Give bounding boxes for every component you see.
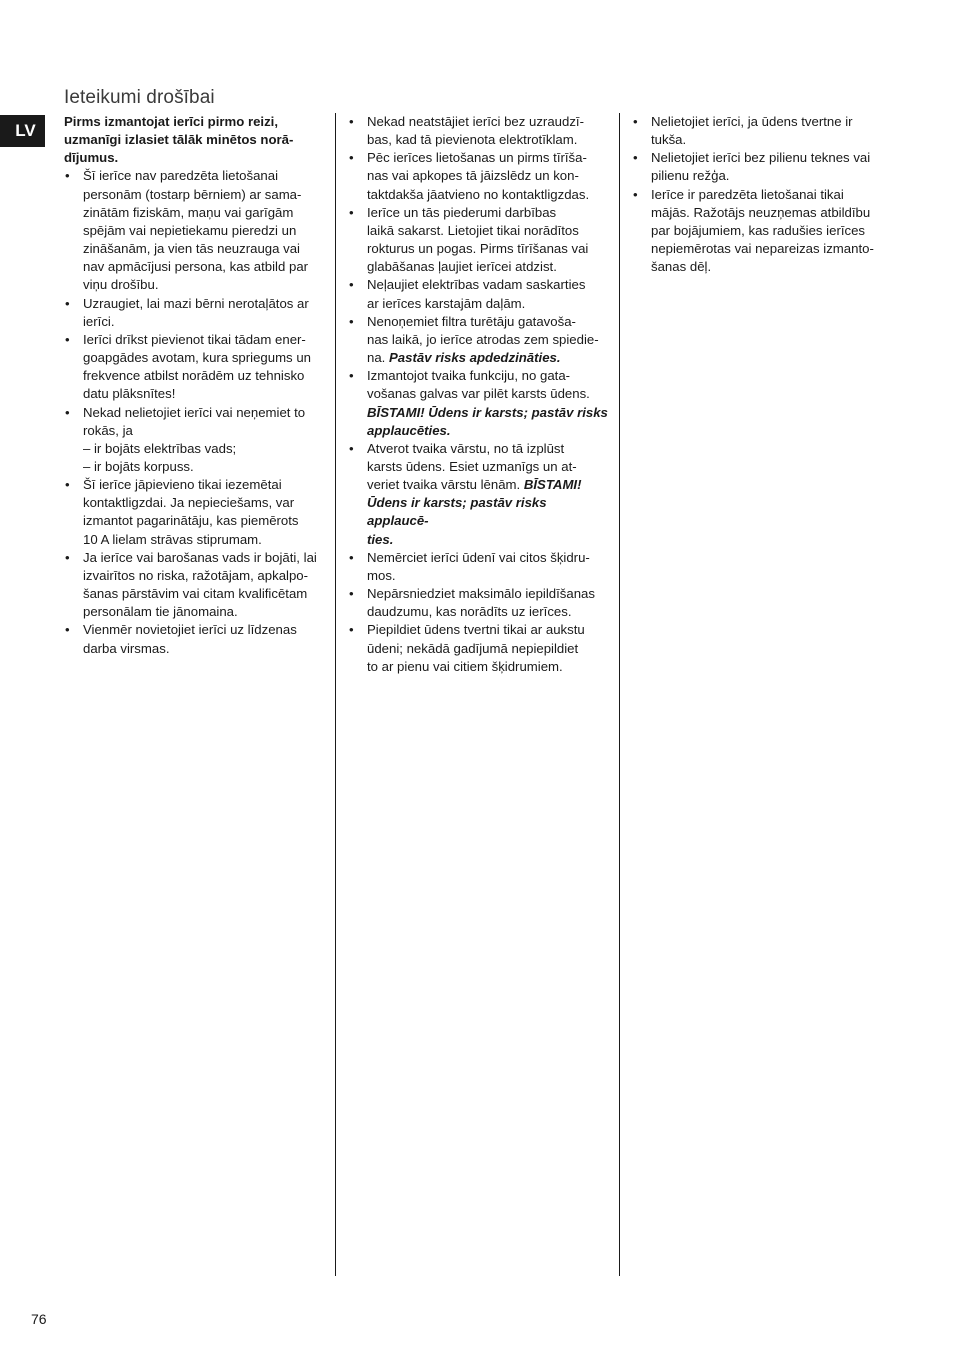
bullet-icon: • [65, 477, 70, 493]
list-item-text: Ierīci drīkst pievienot tikai tādam ener- goapgādes avotam, kura spriegums un frekvence atbilst norādēm uz tehnisko datu plāksnītes! [83, 331, 311, 402]
list-item-text: Šī ierīce jāpievieno tikai iezemētai kontaktligzdai. Ja nepieciešams, var izmantot pagarinātāju, kas piemērots 10 A lielam strāvas stiprumam. [83, 477, 299, 547]
list-item [64, 331, 326, 404]
list-item [348, 313, 610, 367]
list-item-text: Nelietojiet ierīci, ja ūdens tvertne ir tukša. [651, 114, 853, 148]
bullet-icon: • [349, 277, 354, 293]
bullet-icon: • [349, 549, 354, 565]
bullet-icon: • [349, 204, 354, 220]
bullet-icon: • [349, 313, 354, 329]
bullet-icon: • [633, 186, 638, 202]
bullet-icon: • [349, 114, 354, 129]
warning-text: Pastāv risks apdedzināties. [389, 350, 561, 366]
list-item [64, 167, 326, 294]
warning-text: BĪSTAMI! Ūdens ir karsts; pastāv risks applaucēties. [367, 404, 608, 438]
bullet-icon: • [633, 150, 638, 166]
list-item [632, 113, 894, 149]
list-item [64, 549, 326, 622]
list-item-text: Izmantojot tvaika funkciju, no gata- vošanas galvas var pilēt karsts ūdens. [367, 368, 590, 402]
list-item-text: Atverot tvaika vārstu, no tā izplūst karsts ūdens. Esiet uzmanīgs un at- veriet tvaika vārstu lēnām. [367, 440, 577, 493]
list-item-text: Ierīce un tās piederumi darbības laikā sakarst. Lietojiet tikai norādītos rokturus un pogas. Pirms tīrīšanas vai glabāšanas ļaujiet ierīcei atdzist. [367, 204, 589, 275]
list-item-text: Nepārsniedziet maksimālo iepildīšanas daudzumu, kas norādīts uz ierīces. [367, 586, 595, 620]
bullet-icon: • [349, 586, 354, 602]
bullet-icon: • [65, 295, 70, 311]
list-item-text: Nemērciet ierīci ūdenī vai citos šķidru- mos. [367, 549, 590, 583]
list-item-text: Piepildiet ūdens tvertni tikai ar aukstu ūdeni; nekādā gadījumā nepiepildiet to ar pienu vai citiem šķidrumiem. [367, 622, 585, 674]
list-item-text: Ierīce ir paredzēta lietošanai tikai mājās. Ražotājs neuzņemas atbildību par bojājumiem, kas radušies ierīces nepiemērotas vai nepareizas izmanto- šanas dēļ. [651, 186, 874, 275]
list-item [348, 440, 610, 549]
bullet-icon: • [65, 331, 70, 347]
language-tab: LV [0, 115, 45, 147]
list-item [348, 621, 610, 675]
list-item-text: Neļaujiet elektrības vadam saskarties ar ierīces karstajām daļām. [367, 277, 586, 311]
list-item [64, 476, 326, 549]
bullet-icon: • [349, 368, 354, 384]
list-item-text: Nekad nelietojiet ierīci vai neņemiet to rokās, ja – ir bojāts elektrības vads; – ir bojāts korpuss. [83, 404, 306, 474]
list-item [348, 585, 610, 621]
list-item [64, 404, 326, 477]
list-item [64, 295, 326, 331]
list-item [348, 549, 610, 585]
list-item-text: Pēc ierīces lietošanas un pirms tīrīša- nas vai apkopes tā jāizslēdz un kon- taktdakša jāatvieno no kontaktligzdas. [367, 150, 590, 202]
safety-list-3 [632, 113, 894, 276]
intro-text: Pirms izmantojat ierīci pirmo reizi, uzmanīgi izlasiet tālāk minētos norā- dījumus. [64, 114, 294, 166]
bullet-icon: • [349, 150, 354, 166]
bullet-icon: • [349, 622, 354, 638]
list-item-text: Ja ierīce vai barošanas vads ir bojāti, lai izvairītos no riska, ražotājam, apkalpo- šanas pārstāvim vai citam kvalificētam personālam tie jānomaina. [83, 549, 317, 620]
list-item [632, 186, 894, 277]
bullet-icon: • [65, 622, 70, 638]
column-3 [632, 113, 894, 276]
bullet-icon: • [65, 549, 70, 565]
list-item-text: Šī ierīce nav paredzēta lietošanai personām (tostarp bērniem) ar sama- zinātām fiziskām, maņu vai garīgām spējām vai nepietiekamu pieredzi un zināšanām, ja vien tās neuzrauga vai nav apmācījusi persona, kas atbild par viņu drošību. [83, 168, 309, 293]
bullet-icon: • [633, 114, 638, 129]
list-item [348, 149, 610, 203]
list-item [632, 149, 894, 185]
column-1 [64, 113, 326, 658]
list-item-text: Nelietojiet ierīci bez pilienu teknes vai pilienu režģa. [651, 150, 871, 184]
safety-list-1 [64, 167, 326, 657]
warning-text: BĪSTAMI! Ūdens ir karsts; pastāv risks applaucē- ties. [367, 477, 582, 547]
bullet-icon: • [65, 168, 70, 184]
column-2 [348, 113, 610, 676]
column-divider [335, 113, 336, 1276]
list-item [64, 621, 326, 657]
list-item [348, 276, 610, 312]
list-item [348, 113, 610, 149]
list-item-text: Nenoņemiet filtra turētāju gatavoša- nas laikā, jo ierīce atrodas zem spiedie- na. [367, 313, 599, 366]
bullet-icon: • [349, 440, 354, 456]
list-item [348, 204, 610, 277]
list-item-text: Uzraugiet, lai mazi bērni nerotaļātos ar ierīci. [83, 295, 309, 329]
column-divider [619, 113, 620, 1276]
list-item-text: Nekad neatstājiet ierīci bez uzraudzī- bas, kad tā pievienota elektrotīklam. [367, 114, 584, 148]
page-number: 76 [31, 1311, 47, 1327]
list-item [348, 367, 610, 440]
safety-list-2 [348, 113, 610, 676]
list-item-text: Vienmēr novietojiet ierīci uz līdzenas darba virsmas. [83, 622, 297, 656]
bullet-icon: • [65, 404, 70, 420]
page-title: Ieteikumi drošībai [64, 86, 215, 108]
